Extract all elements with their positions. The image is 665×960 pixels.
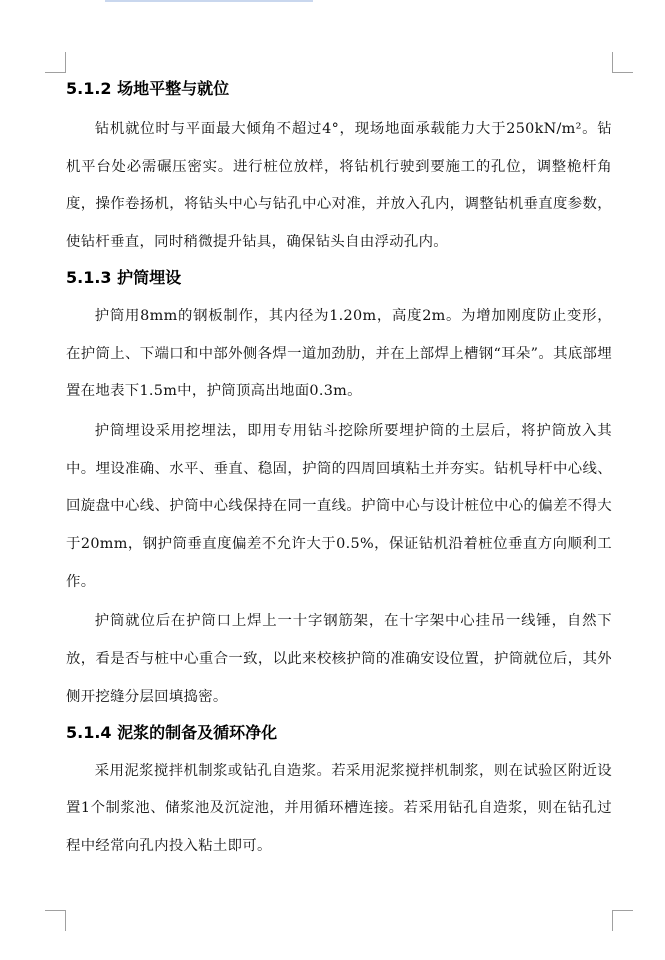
paragraph: 护筒就位后在护筒口上焊上一十字钢筋架，在十字架中心挂吊一线锤，自然下放，看是否与桩中心重合一致，以此来校核护筒的准确安设位置，护筒就位后，其外侧开挖缝分层回填捣密。 [66,613,612,705]
section-5-1-4 [66,715,612,866]
margin-mark-bottom-left [45,910,66,931]
paragraph: 采用泥浆搅拌机制浆或钻孔自造浆。若采用泥浆搅拌机制浆，则在试验区附近设置1个制浆池、储浆池及沉淀池，并用循环槽连接。若采用钻孔自造浆，则在钻孔过程中经常向孔内投入粘土即可。 [66,762,612,854]
selection-highlight-bar [105,0,313,2]
section-5-1-3 [66,260,612,717]
margin-mark-bottom-right [612,910,633,931]
document-body [66,71,612,866]
section-heading: 5.1.4 泥浆的制备及循环净化 [66,722,278,742]
paragraph: 护筒用8mm的钢板制作，其内径为1.20m，高度2m。为增加刚度防止变形，在护筒上、下端口和中部外侧各焊一道加劲肋，并在上部焊上槽钢“耳朵”。其底部埋置在地表下1.5m中，护筒顶高出地面0.3m。 [66,307,612,400]
paragraph: 钻机就位时与平面最大倾角不超过4°，现场地面承载能力大于250kN/m²。钻机平台处必需碾压密实。进行桩位放样，将钻机行驶到要施工的孔位，调整桅杆角度，操作卷扬机，将钻头中心与钻孔中心对准，并放入孔内，调整钻机垂直度参数，使钻杆垂直，同时稍微提升钻具，确保钻头自由浮动孔内。 [66,121,612,251]
margin-mark-top-right [612,52,633,73]
section-heading: 5.1.2 场地平整与就位 [66,79,230,98]
margin-mark-top-left [45,52,66,73]
section-5-1-2 [66,71,612,262]
paragraph: 护筒埋设采用挖埋法，即用专用钻斗挖除所要埋护筒的土层后，将护筒放入其中。埋设准确、水平、垂直、稳固，护筒的四周回填粘土并夯实。钻机导杆中心线、回旋盘中心线、护筒中心线保持在同一直线。护筒中心与设计桩位中心的偏差不得大于20mm，钢护筒垂直度偏差不允许大于0.5%，保证钻机沿着桩位垂直方向顺利工作。 [66,422,612,590]
section-heading: 5.1.3 护筒埋设 [66,267,182,287]
